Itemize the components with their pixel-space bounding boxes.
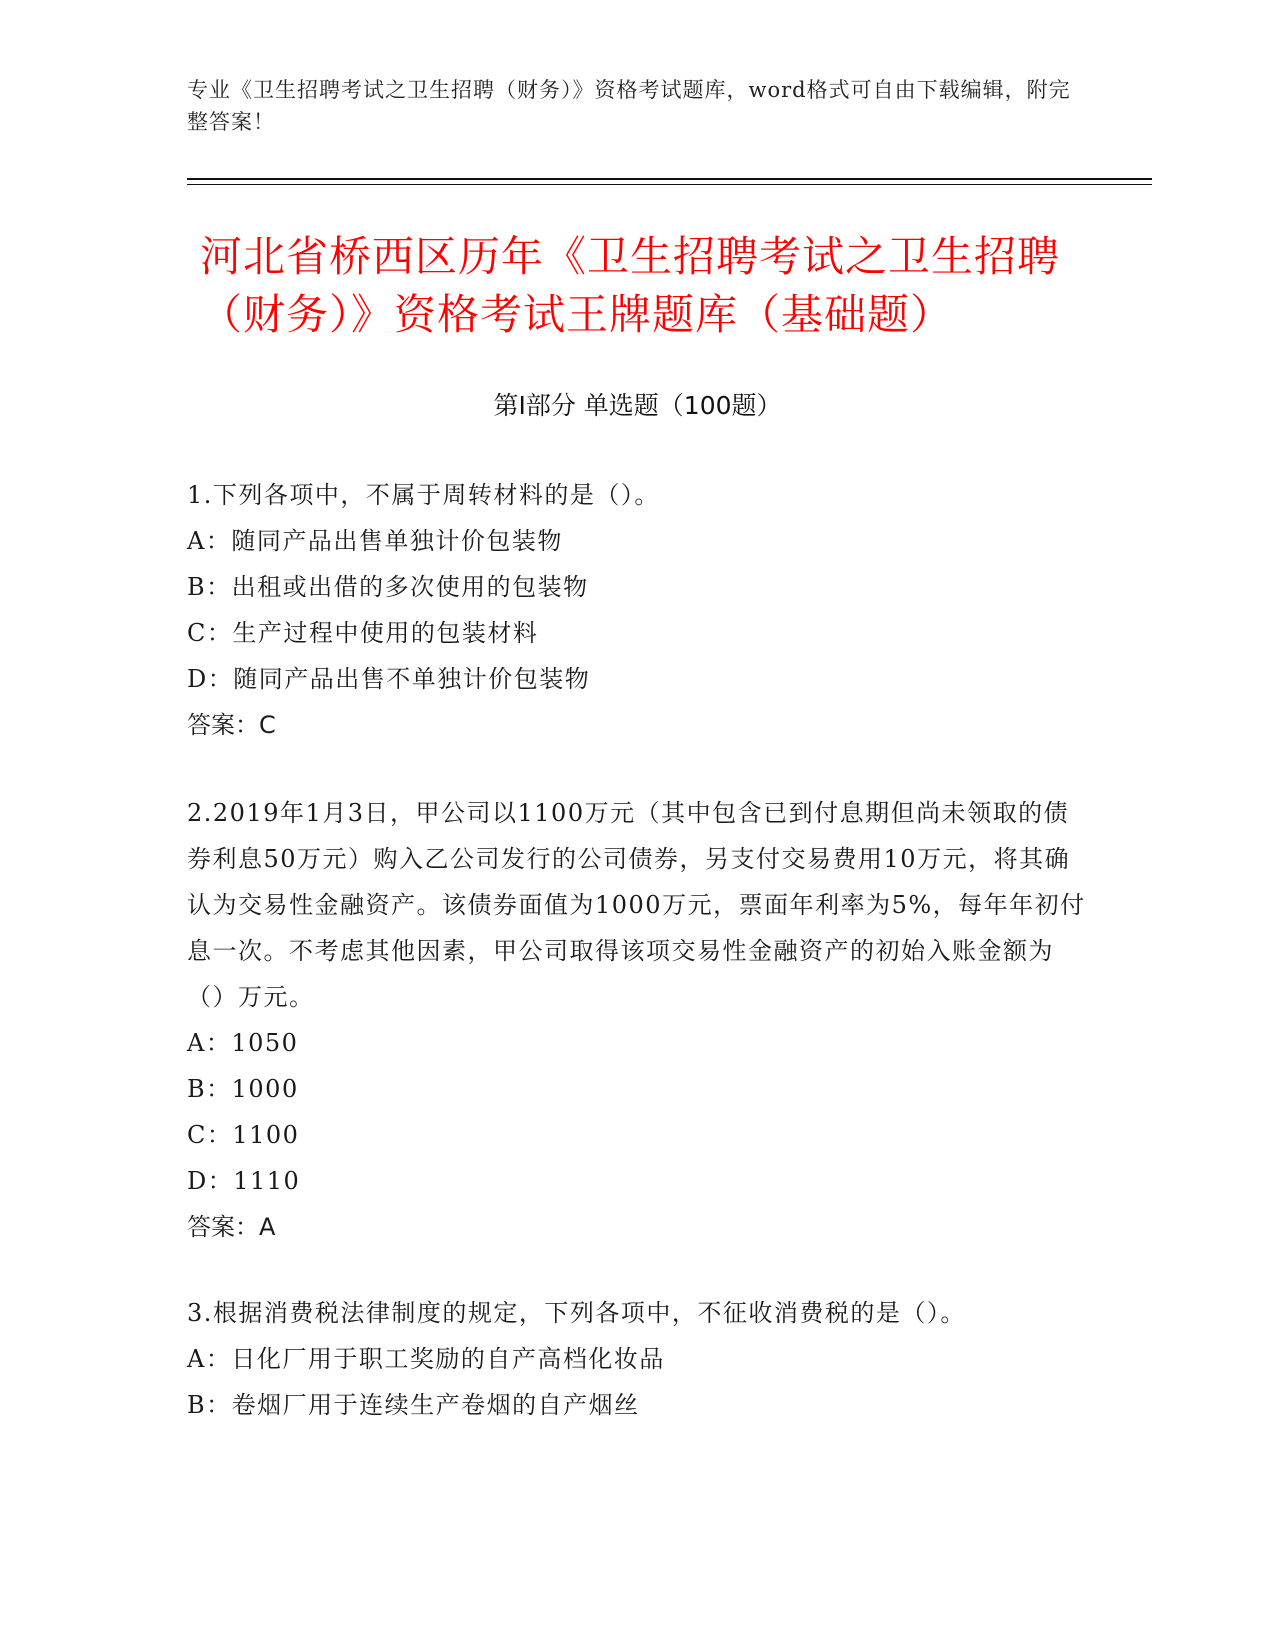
- option-b: B：出租或出借的多次使用的包装物: [187, 573, 589, 601]
- option-a: A：1050: [187, 1029, 299, 1057]
- option-d: D：1110: [187, 1167, 301, 1195]
- question-3: [187, 1290, 1087, 1428]
- answer: 答案：C: [187, 711, 276, 739]
- option-b: B：卷烟厂用于连续生产卷烟的自产烟丝: [187, 1391, 640, 1419]
- question-2: [187, 790, 1087, 1250]
- option-c: C：生产过程中使用的包装材料: [187, 619, 539, 647]
- question-stem: 1.下列各项中，不属于周转材料的是（）。: [187, 481, 660, 509]
- section-title: 第I部分 单选题（100题）: [493, 391, 782, 420]
- question-1: [187, 472, 1087, 748]
- header-divider-thick: [187, 178, 1152, 180]
- question-stem: 3.根据消费税法律制度的规定，下列各项中，不征收消费税的是（）。: [187, 1299, 966, 1327]
- header-divider-thin: [187, 184, 1152, 185]
- option-b: B：1000: [187, 1075, 299, 1103]
- document-title: 河北省桥西区历年《卫生招聘考试之卫生招聘（财务）》资格考试王牌题库（基础题）: [200, 232, 1061, 339]
- question-stem: 2.2019年1月3日，甲公司以1100万元（其中包含已到付息期但尚未领取的债券利息50万元）购入乙公司发行的公司债券，另支付交易费用10万元，将其确认为交易性金融资产。该债券面值为1000万元，票面年利率为5%，每年年初付息一次。不考虑其他因素，甲公司取得该项交易性金融资产的初始入账金额为（）万元。: [187, 799, 1086, 1011]
- option-a: A：随同产品出售单独计价包装物: [187, 527, 563, 555]
- option-c: C：1100: [187, 1121, 300, 1149]
- header-note: 专业《卫生招聘考试之卫生招聘（财务）》资格考试题库，word格式可自由下载编辑，附完整答案！: [187, 78, 1071, 134]
- option-a: A：日化厂用于职工奖励的自产高档化妆品: [187, 1345, 665, 1373]
- answer: 答案：A: [187, 1213, 276, 1241]
- option-d: D：随同产品出售不单独计价包装物: [187, 665, 591, 693]
